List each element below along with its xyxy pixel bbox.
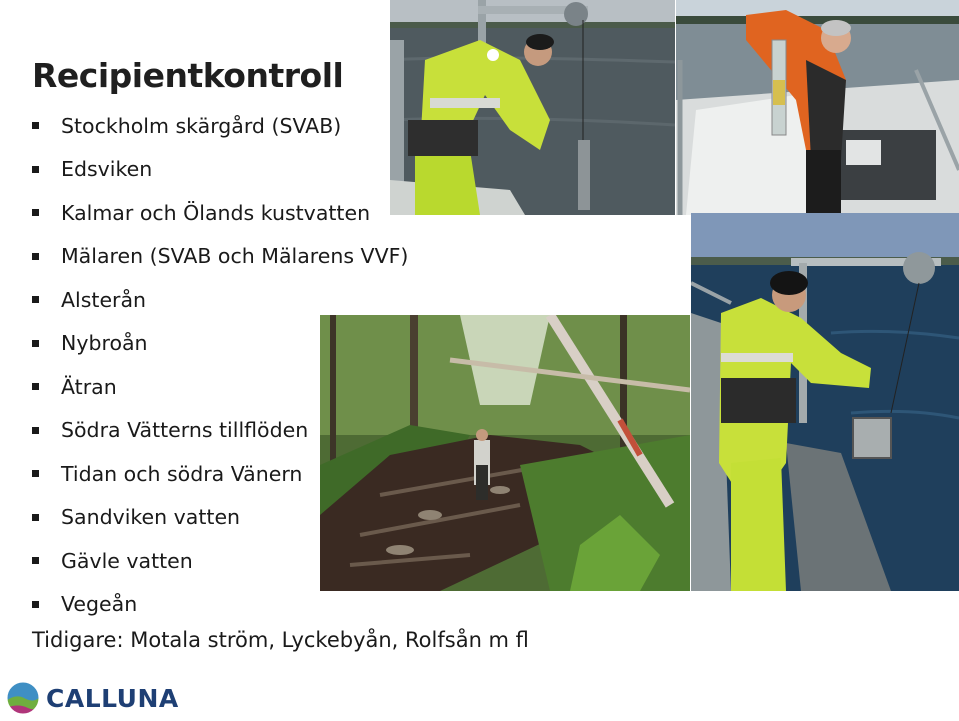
list-item <box>32 104 408 148</box>
list-item-label: Edsviken <box>61 157 153 182</box>
list-item-label: Södra Vätterns tillflöden <box>61 418 309 443</box>
bullet-square-icon <box>32 427 39 434</box>
photo-person-orange-suit <box>676 0 959 215</box>
bullet-square-icon <box>32 122 39 129</box>
list-item-label: Alsterån <box>61 287 147 312</box>
slide-title: Recipientkontroll <box>32 56 344 95</box>
bullet-square-icon <box>32 383 39 390</box>
calluna-logo <box>6 678 179 718</box>
previous-sites-line: Tidigare: Motala ström, Lyckebyån, Rolfsån m fl <box>32 628 529 652</box>
photo-person-hi-vis-sampler <box>390 0 675 215</box>
list-item-label: Mälaren (SVAB och Mälarens VVF) <box>61 244 409 269</box>
list-item-label: Vegeån <box>61 592 138 617</box>
photo-person-crane-sampler <box>691 213 959 591</box>
list-item-label: Tidan och södra Vänern <box>61 461 303 486</box>
list-item <box>32 148 408 192</box>
bullet-square-icon <box>32 470 39 477</box>
list-item-label: Nybroån <box>61 331 148 356</box>
list-item-label: Gävle vatten <box>61 548 193 573</box>
calluna-logo-text: CALLUNA <box>46 683 179 713</box>
list-item <box>32 191 408 235</box>
bullet-square-icon <box>32 296 39 303</box>
calluna-logo-mark-icon <box>6 681 40 715</box>
list-item-label: Sandviken vatten <box>61 505 241 530</box>
bullet-square-icon <box>32 601 39 608</box>
bullet-square-icon <box>32 209 39 216</box>
bullet-square-icon <box>32 166 39 173</box>
bullet-square-icon <box>32 557 39 564</box>
list-item-label: Ätran <box>61 374 117 399</box>
list-item-label: Kalmar och Ölands kustvatten <box>61 200 371 225</box>
list-item <box>32 235 408 279</box>
photo-forest-stream <box>320 315 690 591</box>
bullet-square-icon <box>32 340 39 347</box>
bullet-square-icon <box>32 253 39 260</box>
list-item-label: Stockholm skärgård (SVAB) <box>61 113 342 138</box>
bullet-square-icon <box>32 514 39 521</box>
